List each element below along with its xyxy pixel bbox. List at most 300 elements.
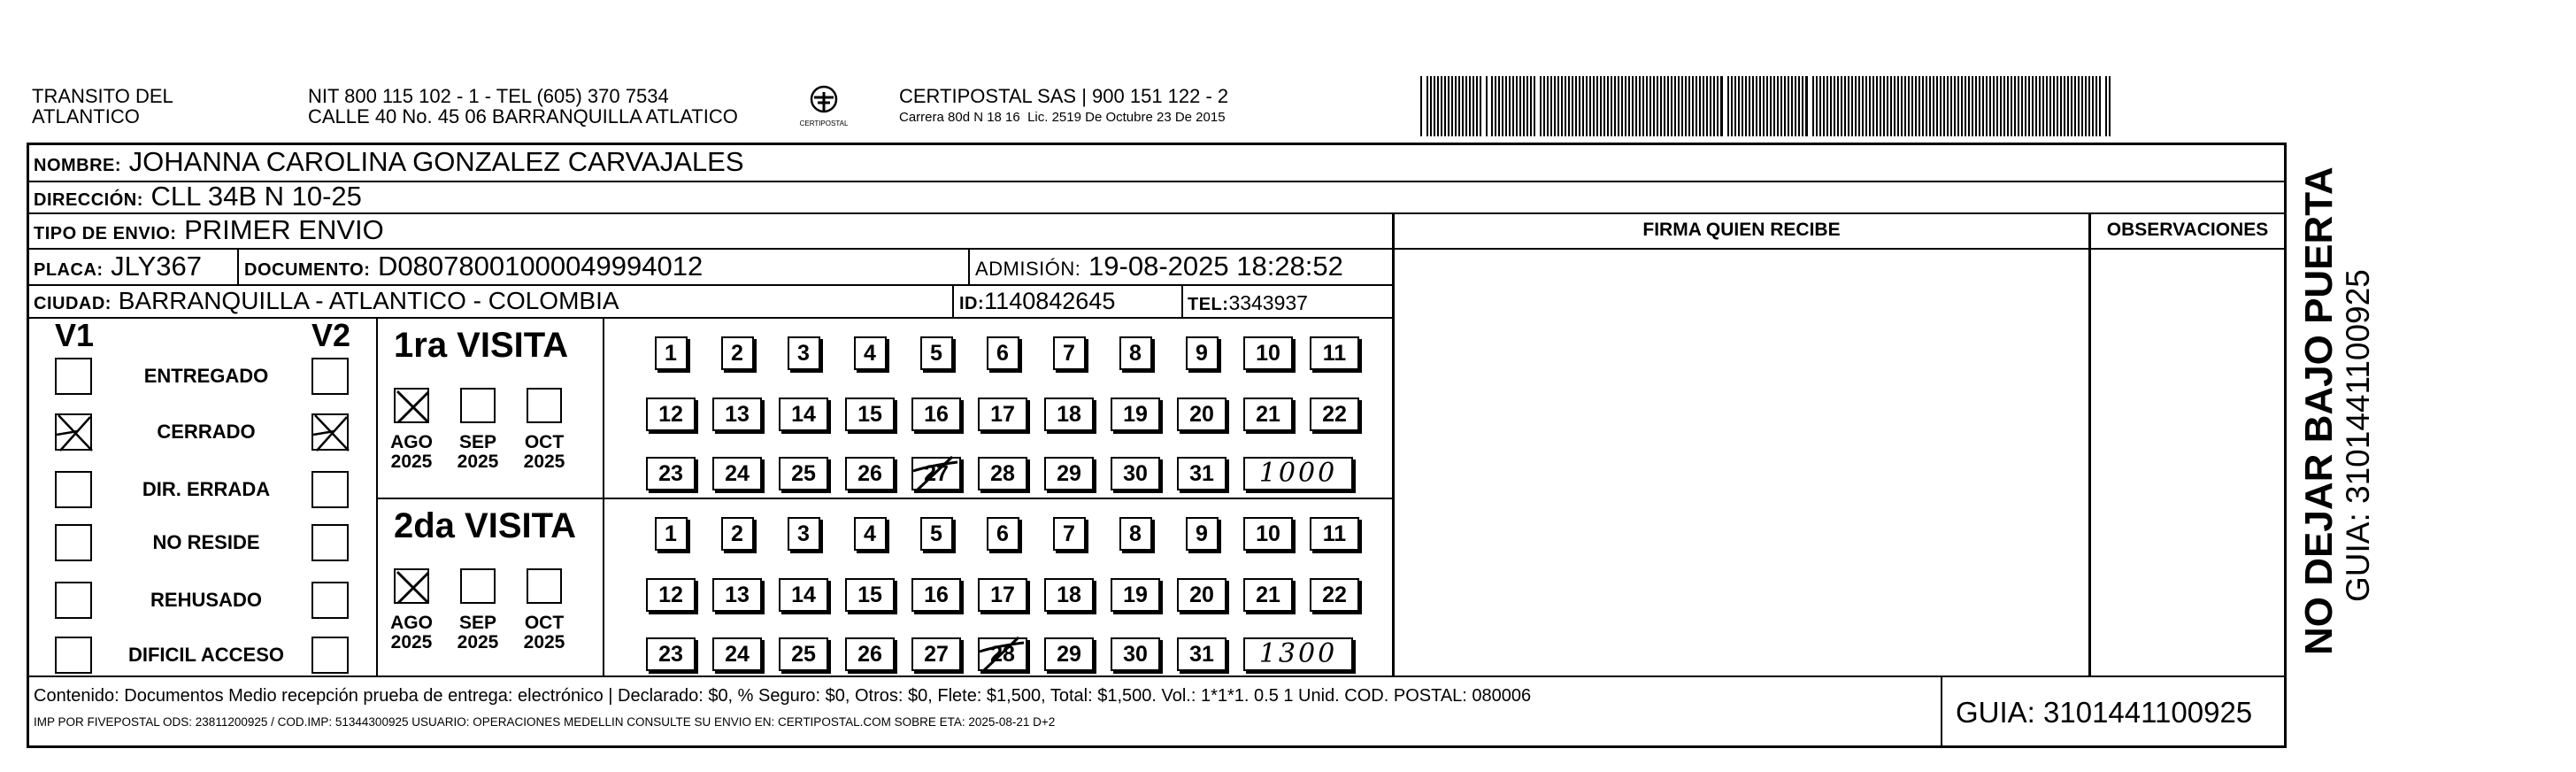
month-checkbox[interactable] (394, 568, 429, 604)
barcode-bar (1982, 76, 1984, 136)
barcode-bar (1819, 76, 1821, 136)
barcode-bar (1480, 76, 1481, 136)
barcode-bar (1596, 76, 1598, 136)
barcode-bar (1784, 76, 1786, 136)
placa-label: PLACA: (34, 260, 104, 280)
certipostal-logo (793, 83, 855, 129)
org-nit-line: NIT 800 115 102 - 1 - TEL (605) 370 7534 (308, 85, 669, 107)
day-box[interactable]: 4 (854, 336, 887, 370)
barcode-bar (1681, 76, 1683, 136)
barcode-bar (1575, 76, 1577, 136)
barcode-bar (1972, 76, 1973, 136)
day-box[interactable]: 19 (1111, 398, 1160, 431)
barcode-bar (1692, 76, 1694, 136)
barcode-bar (1455, 76, 1457, 136)
barcode-bar (1766, 76, 1768, 136)
barcode-bar (1727, 76, 1729, 136)
day-box[interactable]: 23 (646, 457, 696, 490)
barcode-bar (1777, 76, 1779, 136)
barcode-bar (1550, 76, 1552, 136)
barcode-bar (1812, 76, 1814, 136)
day-box[interactable]: 25 (779, 457, 828, 490)
day-box[interactable]: 21 (1243, 398, 1293, 431)
check-mark-icon (393, 387, 434, 428)
barcode-bar (1600, 76, 1602, 136)
time-box[interactable]: 1300 (1243, 637, 1353, 671)
barcode-bar (1975, 76, 1977, 136)
status-label: DIR. ERRADA (142, 478, 271, 500)
admision-row (975, 251, 1343, 284)
day-box[interactable]: 22 (1310, 578, 1359, 612)
barcode-bar (2000, 76, 2002, 136)
admision-value: 19-08-2025 18:28:52 (1088, 251, 1343, 282)
barcode-bar (1933, 76, 1934, 136)
ciudad-label: CIUDAD: (34, 294, 111, 313)
barcode-bar (1954, 76, 1956, 136)
month-name: SEP (458, 613, 497, 633)
observaciones-header: OBSERVACIONES (2106, 220, 2269, 240)
month-label (518, 433, 571, 472)
day-box[interactable]: 15 (845, 578, 895, 612)
day-box[interactable]: 24 (712, 637, 762, 671)
row-line (376, 498, 1394, 499)
day-box[interactable]: 1 (655, 336, 688, 370)
border-top (27, 143, 2287, 145)
time-box[interactable]: 1000 (1243, 457, 1353, 490)
row-line (27, 181, 2287, 182)
month-checkbox[interactable] (460, 388, 496, 423)
barcode-bar (1462, 76, 1464, 136)
barcode-bar (1968, 76, 1970, 136)
day-box[interactable]: 16 (911, 398, 961, 431)
barcode-bar (1706, 76, 1708, 136)
barcode-bar (2042, 76, 2044, 136)
barcode-bar (1986, 76, 1988, 136)
barcode-bar (2003, 76, 2005, 136)
side-warning: NO DEJAR BAJO PUERTA (2297, 166, 2341, 655)
month-label (451, 433, 504, 472)
month-checkbox[interactable] (460, 568, 496, 604)
barcode-bar (1495, 76, 1496, 136)
col-line (1392, 212, 1395, 676)
ciudad-value: BARRANQUILLA - ATLANTICO - COLOMBIA (118, 287, 619, 314)
day-box[interactable]: 5 (920, 517, 953, 551)
barcode-bar (1426, 76, 1428, 136)
barcode-bar (1607, 76, 1609, 136)
day-box[interactable]: 13 (712, 578, 762, 612)
barcode-bar (1618, 76, 1619, 136)
month-label (451, 614, 504, 652)
barcode-bar (1469, 76, 1471, 136)
v2-checkbox[interactable] (311, 358, 349, 395)
barcode-bar (1660, 76, 1662, 136)
v2-checkbox[interactable] (311, 524, 349, 561)
barcode-bar (1699, 76, 1701, 136)
barcode-bar (1420, 76, 1422, 136)
footer-imp: IMP POR FIVEPOSTAL ODS: 23811200925 / COD.IMP: 51344300925 USUARIO: OPERACIONES MEDELLIN CONSULTE SU ENVIO EN: CERTIPOSTAL.COM SOBRE ETA: 2025-08-21 D+2 (34, 715, 1056, 729)
id-value: 1140842645 (984, 288, 1116, 314)
day-box[interactable]: 16 (911, 578, 961, 612)
barcode-bar (1671, 76, 1672, 136)
day-box[interactable]: 3 (788, 517, 820, 551)
barcode-bar (2064, 76, 2065, 136)
barcode-bar (1919, 76, 1920, 136)
barcode-bar (2071, 76, 2072, 136)
day-box[interactable]: 8 (1119, 336, 1152, 370)
barcode-bar (1593, 76, 1595, 136)
barcode-bar (1582, 76, 1584, 136)
tipo-label: TIPO DE ENVIO: (34, 224, 177, 243)
barcode-bar (1678, 76, 1680, 136)
barcode-bar (1486, 76, 1488, 136)
barcode-bar (1568, 76, 1570, 136)
barcode-bar (2049, 76, 2051, 136)
day-box[interactable]: 12 (646, 398, 696, 431)
barcode-bar (1989, 76, 1991, 136)
placa-row (34, 251, 202, 285)
month-year: 2025 (390, 452, 433, 472)
barcode-bar (2057, 76, 2058, 136)
month-checkbox[interactable] (394, 388, 429, 423)
day-box[interactable]: 3 (788, 336, 820, 370)
barcode-bar (1869, 76, 1871, 136)
day-box[interactable]: 12 (646, 578, 696, 612)
day-box[interactable]: 24 (712, 457, 762, 490)
day-box[interactable]: 15 (845, 398, 895, 431)
barcode-bar (1887, 76, 1888, 136)
day-box[interactable]: 31 (1177, 637, 1226, 671)
day-box[interactable]: 27 (911, 457, 961, 490)
barcode-bar (1926, 76, 1927, 136)
barcode-bar (1667, 76, 1669, 136)
v1-checkbox[interactable] (55, 471, 92, 508)
barcode-bar (1554, 76, 1556, 136)
barcode-bar (1851, 76, 1853, 136)
col-line (952, 284, 954, 318)
barcode-bar (1788, 76, 1789, 136)
barcode-bar (2018, 76, 2019, 136)
courier-line: CERTIPOSTAL SAS | 900 151 122 - 2 (899, 85, 1229, 107)
barcode-bar (2011, 76, 2012, 136)
barcode-bar (1897, 76, 1899, 136)
month-label (385, 433, 438, 472)
barcode-bar (2095, 76, 2097, 136)
barcode-bar (1628, 76, 1630, 136)
barcode-bar (1543, 76, 1545, 136)
barcode-bar (1834, 76, 1835, 136)
day-box[interactable]: 9 (1186, 336, 1219, 370)
barcode-bar (1950, 76, 1952, 136)
barcode-bar (1805, 76, 1808, 136)
barcode-bar (1502, 76, 1503, 136)
barcode-bar (1742, 76, 1743, 136)
month-name: SEP (458, 432, 497, 452)
barcode-bar (2105, 76, 2107, 136)
barcode-bar (1844, 76, 1846, 136)
day-box[interactable]: 17 (978, 578, 1027, 612)
barcode-bar (2028, 76, 2030, 136)
barcode-bar (1509, 76, 1511, 136)
day-box[interactable]: 25 (779, 637, 828, 671)
v2-checkbox[interactable] (311, 471, 349, 508)
barcode-bar (1823, 76, 1825, 136)
v1-checkbox[interactable] (55, 413, 92, 451)
barcode-bar (1841, 76, 1842, 136)
v1-checkbox[interactable] (55, 524, 92, 561)
barcode-bar (1773, 76, 1775, 136)
day-box[interactable]: 17 (978, 398, 1027, 431)
org-name-line2: ATLANTICO (32, 105, 140, 127)
tipo-row (34, 215, 384, 249)
barcode-bar (1473, 76, 1474, 136)
barcode-bar (1516, 76, 1518, 136)
barcode-bar (1880, 76, 1881, 136)
day-box[interactable]: 18 (1044, 398, 1094, 431)
day-box[interactable]: 29 (1044, 637, 1094, 671)
day-box[interactable]: 7 (1053, 336, 1086, 370)
barcode-bar (1448, 76, 1449, 136)
v2-checkbox[interactable] (311, 637, 349, 674)
col-line (237, 248, 239, 285)
barcode-bar (1940, 76, 1942, 136)
barcode-bar (1476, 76, 1478, 136)
barcode-bar (1649, 76, 1651, 136)
barcode-bar (1996, 76, 1998, 136)
day-box[interactable]: 9 (1186, 517, 1219, 551)
barcode-bar (1965, 76, 1966, 136)
day-box[interactable]: 29 (1044, 457, 1094, 490)
day-box[interactable]: 28 (978, 457, 1027, 490)
v2-header: V2 (311, 317, 351, 353)
month-name: OCT (524, 432, 565, 452)
barcode-bar (1862, 76, 1864, 136)
barcode-bar (1703, 76, 1704, 136)
barcode-bar (1653, 76, 1655, 136)
barcode-bar (1752, 76, 1754, 136)
check-mark-icon (393, 567, 434, 608)
barcode-bar (1441, 76, 1442, 136)
barcode-bar (1530, 76, 1532, 136)
day-box[interactable]: 22 (1310, 398, 1359, 431)
tel-row (1188, 288, 1308, 320)
tel-label: TEL: (1188, 295, 1229, 314)
barcode-bar (1759, 76, 1761, 136)
month-year: 2025 (523, 632, 565, 652)
barcode-bar (1458, 76, 1460, 136)
day-box[interactable]: 26 (845, 457, 895, 490)
barcode-bar (1901, 76, 1903, 136)
barcode-bar (1858, 76, 1860, 136)
status-label: CERRADO (157, 421, 256, 443)
barcode-bar (1710, 76, 1711, 136)
documento-value: D08078001000049994012 (378, 251, 704, 282)
barcode-bar (1664, 76, 1665, 136)
month-name: OCT (524, 613, 565, 633)
nombre-value: JOHANNA CAROLINA GONZALEZ CARVAJALES (128, 146, 744, 177)
direccion-value: CLL 34B N 10-25 (150, 181, 362, 212)
barcode-bar (1770, 76, 1772, 136)
barcode-bar (1526, 76, 1528, 136)
day-box[interactable]: 10 (1243, 517, 1293, 551)
barcode-bar (1614, 76, 1616, 136)
barcode-bar (1911, 76, 1913, 136)
day-box[interactable]: 6 (987, 517, 1019, 551)
day-box[interactable]: 11 (1310, 336, 1359, 370)
barcode-bar (1717, 76, 1719, 136)
day-box[interactable]: 20 (1177, 398, 1226, 431)
day-box[interactable]: 2 (721, 336, 754, 370)
day-mark-icon (973, 632, 1034, 676)
barcode-bar (2046, 76, 2048, 136)
status-label: DIFICIL ACCESO (127, 644, 284, 666)
col-line (1941, 676, 1942, 747)
barcode-bar (1929, 76, 1931, 136)
barcode-bar (1816, 76, 1818, 136)
barcode-bar (1894, 76, 1895, 136)
barcode-bar (1451, 76, 1453, 136)
org-name-line1: TRANSITO DEL (32, 85, 173, 107)
guia-box: GUIA: 3101441100925 (1956, 696, 2253, 729)
barcode-bar (2021, 76, 2023, 136)
barcode-bar (2053, 76, 2055, 136)
barcode-bar (1922, 76, 1924, 136)
day-box[interactable]: 7 (1053, 517, 1086, 551)
barcode-bar (1763, 76, 1765, 136)
month-checkbox[interactable] (527, 388, 562, 423)
border-right (2284, 143, 2287, 748)
barcode-bar (1621, 76, 1623, 136)
barcode-bar (1685, 76, 1687, 136)
v2-checkbox[interactable] (311, 582, 349, 619)
barcode-bar (1798, 76, 1800, 136)
barcode-bar (1936, 76, 1938, 136)
month-name: AGO (390, 432, 433, 452)
barcode-bar (1688, 76, 1690, 136)
col-line (603, 317, 604, 676)
barcode-bar (1534, 76, 1535, 136)
placa-value: JLY367 (111, 251, 203, 282)
barcode-bar (1589, 76, 1591, 136)
barcode-bar (2025, 76, 2026, 136)
day-box[interactable]: 13 (712, 398, 762, 431)
month-label (518, 614, 571, 652)
day-mark-icon (906, 452, 968, 496)
barcode-bar (1519, 76, 1521, 136)
day-box[interactable]: 31 (1177, 457, 1226, 490)
check-mark-icon (51, 410, 97, 456)
v1-checkbox[interactable] (55, 582, 92, 619)
barcode-bar (1547, 76, 1549, 136)
v2-checkbox[interactable] (311, 413, 349, 451)
barcode-bar (1579, 76, 1580, 136)
barcode-bar (1865, 76, 1867, 136)
day-box[interactable]: 5 (920, 336, 953, 370)
barcode-bar (1572, 76, 1573, 136)
barcode-bar (1611, 76, 1612, 136)
barcode-bar (1674, 76, 1676, 136)
month-label (385, 614, 438, 652)
col-line (376, 317, 378, 676)
day-box[interactable]: 30 (1111, 637, 1160, 671)
barcode-bar (1749, 76, 1750, 136)
barcode-bar (1465, 76, 1467, 136)
day-box[interactable]: 19 (1111, 578, 1160, 612)
status-label: NO RESIDE (152, 531, 260, 553)
day-box[interactable]: 11 (1310, 517, 1359, 551)
day-box[interactable]: 8 (1119, 517, 1152, 551)
day-box[interactable]: 4 (854, 517, 887, 551)
nombre-row (34, 147, 744, 181)
courier-license: Carrera 80d N 18 16 Lic. 2519 De Octubre 23 De 2015 (899, 110, 1226, 125)
day-box[interactable]: 14 (779, 398, 828, 431)
barcode-bar (2060, 76, 2062, 136)
direccion-label: DIRECCIÓN: (34, 190, 143, 210)
barcode-bar (2014, 76, 2016, 136)
col-line (2088, 212, 2091, 676)
day-box[interactable]: 27 (911, 637, 961, 671)
org-address-line: CALLE 40 No. 45 06 BARRANQUILLA ATLATICO (308, 105, 738, 127)
day-box[interactable]: 1 (655, 517, 688, 551)
barcode-bar (2092, 76, 2094, 136)
barcode-bar (1947, 76, 1949, 136)
day-box[interactable]: 2 (721, 517, 754, 551)
documento-row (244, 251, 703, 285)
day-box[interactable]: 28 (978, 637, 1027, 671)
barcode-bar (1791, 76, 1793, 136)
barcode-bar (1646, 76, 1648, 136)
barcode-bar (1720, 76, 1723, 136)
barcode-bar (1890, 76, 1892, 136)
v1-checkbox[interactable] (55, 358, 92, 395)
day-box[interactable]: 6 (987, 336, 1019, 370)
day-box[interactable]: 20 (1177, 578, 1226, 612)
barcode-bar (1756, 76, 1757, 136)
day-box[interactable]: 23 (646, 637, 696, 671)
barcode-bar (1565, 76, 1566, 136)
barcode-bar (1883, 76, 1885, 136)
month-checkbox[interactable] (527, 568, 562, 604)
barcode-bar (1557, 76, 1559, 136)
day-box[interactable]: 18 (1044, 578, 1094, 612)
day-box[interactable]: 14 (779, 578, 828, 612)
barcode-bar (2088, 76, 2090, 136)
barcode-bar (1738, 76, 1740, 136)
day-box[interactable]: 10 (1243, 336, 1293, 370)
day-box[interactable]: 30 (1111, 457, 1160, 490)
barcode-bar (2032, 76, 2034, 136)
firma-header: FIRMA QUIEN RECIBE (1642, 220, 1841, 240)
barcode-bar (1802, 76, 1803, 136)
day-box[interactable]: 21 (1243, 578, 1293, 612)
barcode-bar (1625, 76, 1626, 136)
barcode-bar (2067, 76, 2069, 136)
barcode-bar (1434, 76, 1435, 136)
direccion-row (34, 181, 362, 215)
row-line (27, 676, 2287, 677)
barcode-bar (1635, 76, 1637, 136)
barcode-bar (1731, 76, 1733, 136)
day-box[interactable]: 26 (845, 637, 895, 671)
border-left (27, 143, 29, 748)
barcode-bar (1908, 76, 1910, 136)
month-name: AGO (390, 613, 433, 633)
barcode-bar (2039, 76, 2041, 136)
barcode-bar (1855, 76, 1857, 136)
v1-checkbox[interactable] (55, 637, 92, 674)
barcode-bar (1979, 76, 1980, 136)
visit-title: 1ra VISITA (394, 326, 569, 365)
barcode-bar (1904, 76, 1906, 136)
